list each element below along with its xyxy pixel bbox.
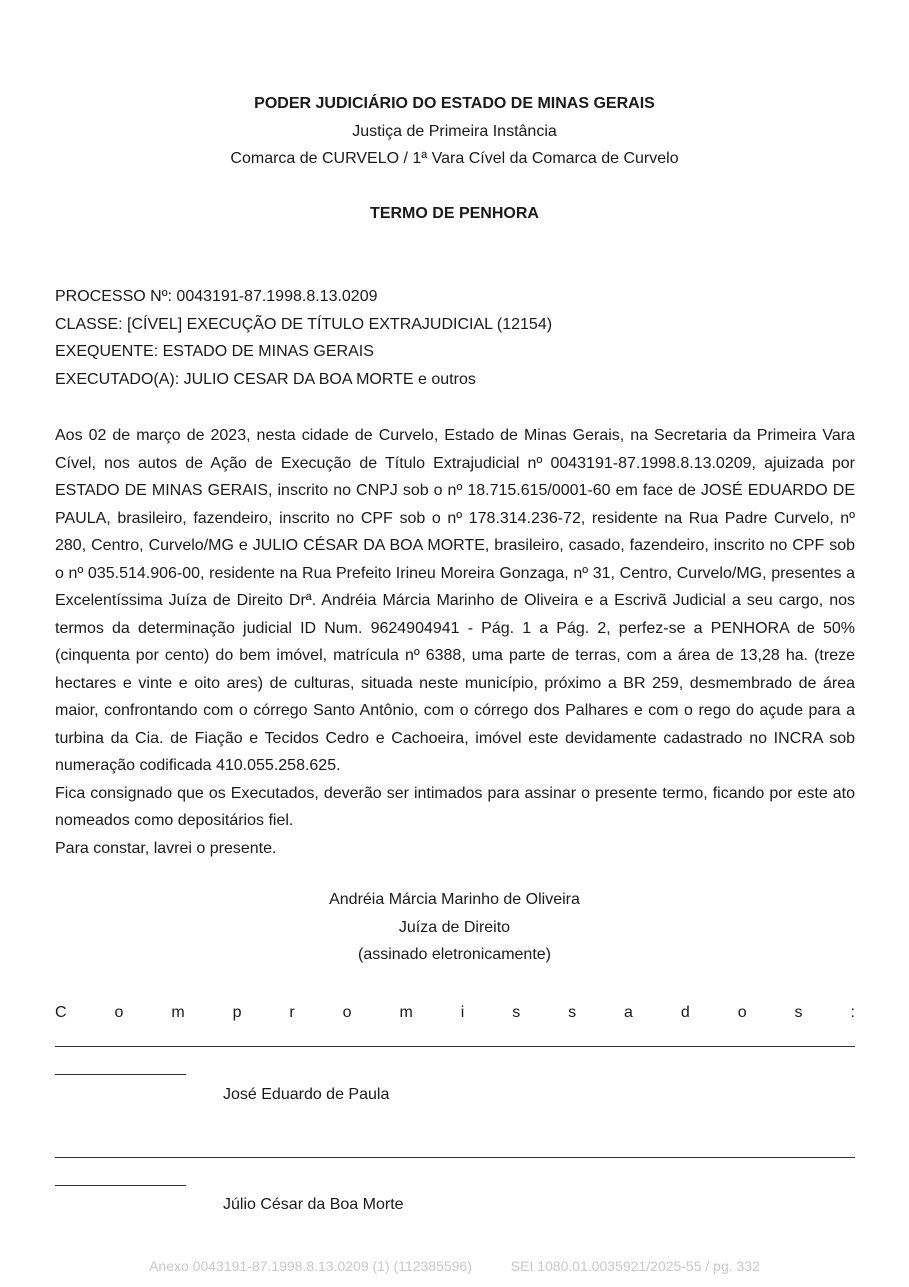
compromissados-letter: s (512, 1004, 521, 1021)
compromissados-letter: : (850, 1004, 855, 1021)
court-instance: Justiça de Primeira Instância (352, 122, 557, 140)
compromissados-letter: i (460, 1004, 465, 1021)
case-exequente: EXEQUENTE: ESTADO DE MINAS GERAIS (55, 343, 374, 360)
compromissados-label (55, 1003, 855, 1023)
compromissados-letter: s (794, 1004, 803, 1021)
signature-line (55, 1046, 855, 1047)
footer-annex: Anexo 0043191-87.1998.8.13.0209 (1) (112385596) (149, 1258, 472, 1274)
signature-line (55, 1157, 855, 1158)
party-name-1: José Eduardo de Paula (223, 1086, 390, 1103)
signature-line (55, 1185, 186, 1186)
document-title: TERMO DE PENHORA (370, 205, 539, 222)
compromissados-letter: m (171, 1004, 185, 1021)
compromissados-letter: p (232, 1004, 242, 1021)
party-name-2: Júlio César da Boa Morte (223, 1196, 404, 1213)
footer-sei: SEI 1080.01.0035921/2025-55 / pg. 332 (510, 1258, 760, 1274)
court-comarca: Comarca de CURVELO / 1ª Vara Cível da Comarca de Curvelo (230, 150, 679, 167)
body-paragraph-consignment: Fica consignado que os Executados, deverão ser intimados para assinar o presente termo, ficando por este ato nomeados como depositários fiel. (55, 784, 855, 829)
court-name: PODER JUDICIÁRIO DO ESTADO DE MINAS GERAIS (254, 95, 655, 112)
document-body (55, 422, 855, 862)
case-classe: CLASSE: [CÍVEL] EXECUÇÃO DE TÍTULO EXTRAJUDICIAL (12154) (55, 315, 553, 333)
judge-signature-block (0, 890, 909, 973)
body-paragraph-closing: Para constar, lavrei o presente. (55, 839, 277, 857)
signature-line (55, 1074, 186, 1075)
signature-note: (assinado eletronicamente) (358, 946, 551, 963)
document-header (0, 94, 909, 177)
case-processo: PROCESSO Nº: 0043191-87.1998.8.13.0209 (55, 288, 378, 305)
case-metadata (55, 287, 855, 397)
compromissados-letter: r (289, 1004, 295, 1021)
body-paragraph-main: Aos 02 de março de 2023, nesta cidade de Curvelo, Estado de Minas Gerais, na Secretaria da Primeira Vara Cível, nos autos de Ação de Execução de Título Extrajudicial nº 0043191-87.1998.8.13.0209, ajuizada por ESTADO DE MINAS GERAIS, inscrito no CNPJ sob o nº 18.715.615/0001-60 em face de JOSÉ EDUARDO DE PAULA, brasileiro, fazendeiro, inscrito no CPF sob o nº 178.314.236-72, residente na Rua Padre Curvelo, nº 280, Centro, Curvelo/MG e JULIO CÉSAR DA BOA MORTE, brasileiro, casado, fazendeiro, inscrito no CPF sob o nº 035.514.906-00, residente na Rua Prefeito Irineu Moreira Gonzaga, nº 31, Centro, Curvelo/MG, presentes a Excelentíssima Juíza de Direito Drª. Andréia Márcia Marinho de Oliveira e a Escrivã Judicial a seu cargo, nos termos da determinação judicial ID Num. 9624904941 - Pág. 1 a Pág. 2, perfez-se a PENHORA de 50% (cinquenta por cento) do bem imóvel, matrícula nº 6388, uma parte de terras, com a área de 13,28 ha. (treze hectares e vinte e oito ares) de culturas, situada neste município, próximo a BR 259, desmembrado de área maior, confrontando com o córrego Santo Antônio, com o córrego dos Palhares e com o rego do açude para a turbina da Cia. de Fiação e Tecidos Cedro e Cachoeira, imóvel este devidamente cadastrado no INCRA sob numeração codificada 410.055.258.625. (55, 427, 855, 774)
compromissados-letter: o (114, 1004, 124, 1021)
compromissados-letter: d (680, 1004, 690, 1021)
compromissados-letter: s (568, 1004, 577, 1021)
compromissados-letter: C (55, 1004, 67, 1021)
compromissados-letter: o (737, 1004, 747, 1021)
compromissados-letter: a (624, 1004, 633, 1021)
judge-name: Andréia Márcia Marinho de Oliveira (329, 891, 580, 908)
compromissados-letter: m (399, 1004, 413, 1021)
case-executado: EXECUTADO(A): JULIO CESAR DA BOA MORTE e outros (55, 370, 476, 388)
page-footer (0, 1257, 909, 1275)
judge-role: Juíza de Direito (398, 918, 511, 936)
compromissados-letter: o (342, 1004, 352, 1021)
